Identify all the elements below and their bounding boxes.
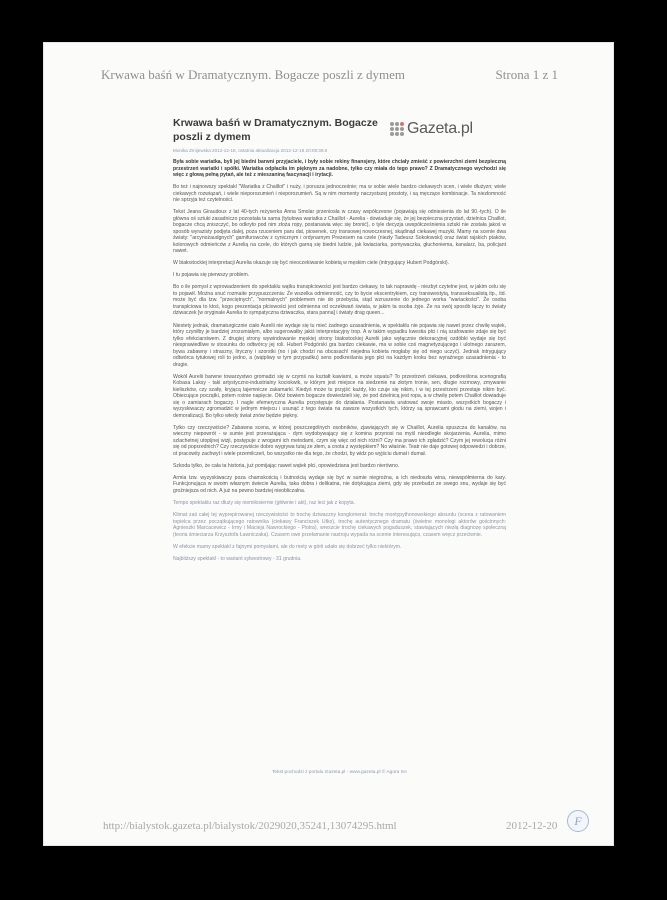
article-byline: Monika Zmijewska 2012-12-18, ostatnia aktualizacja 2012-12-18 20:08:39.0 [173, 148, 328, 153]
source-note: Tekst pochodzi z portalu Gazeta.pl - www.gazeta.pl © Agora SA [272, 770, 407, 775]
article-paragraph: W białostockiej interpretacji Aurelia okazuje się być nieoczekiwanie kobietą w męskim ciele (intrygujący Hubert Podgórski). [173, 260, 450, 267]
article-body [173, 159, 506, 568]
print-footer-date: 2012-12-20 [506, 820, 558, 832]
article-paragraph: Niestety jednak, dramaturgicznie ciało Aurelii nie wydaje się tu mieć żadnego uzasadnienia, w spektaklu nie pojawia się nawet przez chwilę wątek, który czyniłby je bardziej zrozumiałym, albo sugerowałby jakiś interpretacyjny trop. A w takim wypadku kwestia płci i nią szafowanie zdaje się być tylko efekciarstwem. Z drugiej strony wywindowanie męskiej strony białostockiej Aurelii jako wyłącznie dekoracyjnej ozdóbki wydaje się być niesprawiedliwe w stosunku do odtwórcy jej roli. Hubert Podgórski gra bardzo ciekawie, ma w sobie coś magnetyzującego i ulotnego zarazem, bywa zabawny i straszny, liryczny i szorstki (no i jak chodzi na obcasach! niejedna kobieta mogłaby się od niego uczyć). Jednak intrygujący odtwórca tytułowej roli to jedno, a (wątpliwy w tym przypadku) sens podkreślania jego płci na każdym kroku bez wyraźnego uzasadnienia - to drugie. [173, 322, 506, 368]
print-footer-url: http://bialystok.gazeta.pl/bialystok/2029020,35241,13074295.html [103, 820, 397, 832]
gazeta-logo [390, 119, 473, 139]
article-lead: Była sobie wariatka, byli jej biedni barwni przyjaciele, i były sobie rekiny finansjery, które chciały zmieść z powierzchni ziemi bezpieczną przestrzeń wariatki i spółki. Wariatka odpłaciła im pięknym za nadobne, tylko czy miała do tego prawo? Z Dramatycznego wychodzi się więc z głową pełną pytań, ale też z mieszaniną fascynacji i irytacji. [173, 159, 506, 178]
article-paragraph: Bo o ile pomysł z wprowadzeniem do spektaklu wątku transpłciowości jest bardzo ciekawy, to tak naprawdę - niezbyt czytelne jest, w jakim celu się to pojawił. Można snuć rozmaite przypuszczenia: Że wszelka odmienność, czy to bycie ekscentrykiem, czy transwestytą, transseksualistą itp., itd. może być dla tzw. "przeciętnych", "normalnych" problemem nie do przebycia, stąd wzruszenie do jednego worka "wariackości". Że osoba transpłciowa to ktoś, kogo prezentacja płciowości jest odmienna od oczekiwań świata, w jakim ta osoba żyje. Że na swój sposób łączy to światy dziwaczek [w oryginale Aurelia to sympatyczna dziwaczka, stara panna] i światy drag queen... [173, 284, 506, 317]
printed-page [43, 42, 614, 846]
print-header-title: Krwawa baśń w Dramatycznym. Bogacze poszli z dymem [101, 67, 405, 82]
article-title: Krwawa baśń w Dramatycznym. Bogacze poszli z dymem [173, 117, 378, 143]
article-paragraph: Wokół Aurelii barwne towarzystwo gromadzi się w czymś na kształt kawiarni, a może squatu? To przestrzeń ciekawa, podkreślona scenografią Kobasa Laksy - taki artystyczno-industrialny kociokwik, w którym jest miejsce na siedzenie na złotym tronie, sen, długie rozmowy, zmywanie kieliszków, czy szafę, kryjącą tajemnicze zakamarki. Kiedyś może tu przyjść każdy, kto czuje się nikim, i w tej przestrzeni przestaje nikim być. Obiecujące początki, potem rośnie napięcie. Otóż bowiem bogacze dowiedzieli się, że pod dzielnicą jest ropa, a w chwilę potem Chaillot dowiaduje się o zamiarach bogaczy. I nagle efemeryczna Aurelia przystępuje do działania. Postanawia uratować swoje miasto, wszystkich bogaczy i wyzyskiwaczy zgromadzić w jednym miejscu i usunąć z tego świata na zawsze wszystkich tych, którzy są sprawcami głodu na ziemi, wojen i demoralizacji. Bo tylko wtedy świat znów będzie piękny. [173, 373, 506, 419]
article-paragraph: Armia tzw. wyzyskiwaczy poza chamskością i butnością wydaje się być w sumie niegroźna, a ich niedoszła wina, niewspółmierna do kary. Funkcjonująca w swoim własnym świecie Aurelia, taka dobra i delikatna, nie dotykająca ziemi, gdy się przebudzi ze swego snu, wydaje się być groźniejsza od nich. A już na pewno bardziej nieobliczalna. [173, 474, 506, 494]
article-paragraph: Tempo spektaklu raz dłuży się niemiłosiernie (głównie i akt), raz leci jak z kopyta. [173, 500, 356, 507]
print-header-page-number: Strona 1 z 1 [495, 67, 558, 82]
article-paragraph: Tylko czy rzeczywiście? Zabawna scena, w której poszczególnych osobników, zjawiających się w Chaillot, Aurelia spuszcza do kanałów, na wieczny niepowrót - w sumie jest przerażająca - dym wydobywający się z komina przynosi na myśl nieodległe skojarzenia. Aurelia, mimo szlachetnej utopijnej wizji, postępuje z wrogami ich metodami, czym się więc od nich różni? Czy ma prawo ich zgładzić? Czym jej rewolucja różni się od poprzednich? Czy rzeczywiście dobro wygrywa tutaj ze złem, a cnota z występkiem? No właśnie. Teatr nie daje gotowej odpowiedzi i dobrze, ot pracowity zachwyt i wiele przemilczeń, bo wszystko nie dla tego, że chodzi, by widz po wyjściu dumał i dumał. [173, 424, 506, 457]
article-paragraph: Tekst Jeana Giraudoux z lat 40-tych reżyserka Anna Smolar przeniosła w czasy współczesne (pojawiają się odniesienia do lat 90.-tych). O ile główna oś sztuki zasadniczo pozostała ta sama (tytułowa wariatka z Chaillot - Aurelia - dowiaduje się, że jej bezpieczna przystań, dzielnica Chaillot, bogacze chcą zniszczyć, bo odkryto pod nim złoża ropy, postanawia więc się bronić), o tyle decyzja uwspółcześnienia sztuki nie została jakoś w sposób wyrazisty podjęta dalej, poza rzuceniem paru dat, piosenek, czy transowej nowoczesnej, skądinąd ciekawej muzyki. Mamy na scenie dwa światy: "arcynożaudgnych" gamifurowców z cynicznym i ordynarnym Prezesem na czele (niezły Tadeusz Sokołowski) oraz świat rajskich ptaków, kolorowych odmieńców z Aurelią na czele, do których garną się biedni ludzie, jak kwiaciarka, pomywaczka, głuchoniema, kanalarz, ba, policjant nawet. [173, 209, 506, 255]
article-paragraph: Klimat zaś całej tej wyprepirowanej rzeczywistości to trochę dziwaczny konglomerat: trochę montypythonowskiego absurdu (scena z ratowaniem topielca przez początkującego ratownika (ciekawy Franciszek Utko), trochę autentycznego dramatu (świetne monologi aktorów gościnnych: Agnieszki Marcacewicz - Irmy i Macieja Nawrockiego - Piotra), wreszcie trochę ciekawych pogaduszek, stawiających niezłą diagnozę społeczną (teoria śmieciarza Krzysztofa Ławniczaka). Czasem owe przełamanie nastroju wypada na scenie interesująco, czasem wręcz przeciwnie. [173, 512, 506, 538]
article-paragraph: Bo też i najnowszy spektakl "Wariatka z Chaillot" i nuży, i porusza jednocześnie; ma w sobie wiele bardzo ciekawych scen, i wiele dłużyzn; wiele ciekawych rozwiązań, i wiele nieporozumień i nieporozumień. Są w nim momenty naczystszej prostoty, i są męczące kombinacje. Ta niezłomność nie sprzyja też czytelności. [173, 184, 506, 204]
article-paragraph: Szkoda tylko, że cała ta historia, już pomijając nawet wątek płci, opowiedziana jest bardzo nierówno. [173, 462, 400, 469]
gazeta-dots-icon [390, 122, 404, 136]
article-paragraph: Najbliższy spektakl - to wariant sylwestrowy - 31 grudnia. [173, 555, 302, 562]
article-paragraph: I tu pojawia się pierwszy problem. [173, 272, 250, 279]
gazeta-logo-text: Gazeta.pl [407, 120, 473, 137]
archive-sticker-icon: F [567, 810, 589, 832]
article-paragraph: W efekcie mamy spektakl z fajnymi pomysłami, ale do mety w górii udało się dobrzeć tylko niektórym. [173, 543, 402, 550]
